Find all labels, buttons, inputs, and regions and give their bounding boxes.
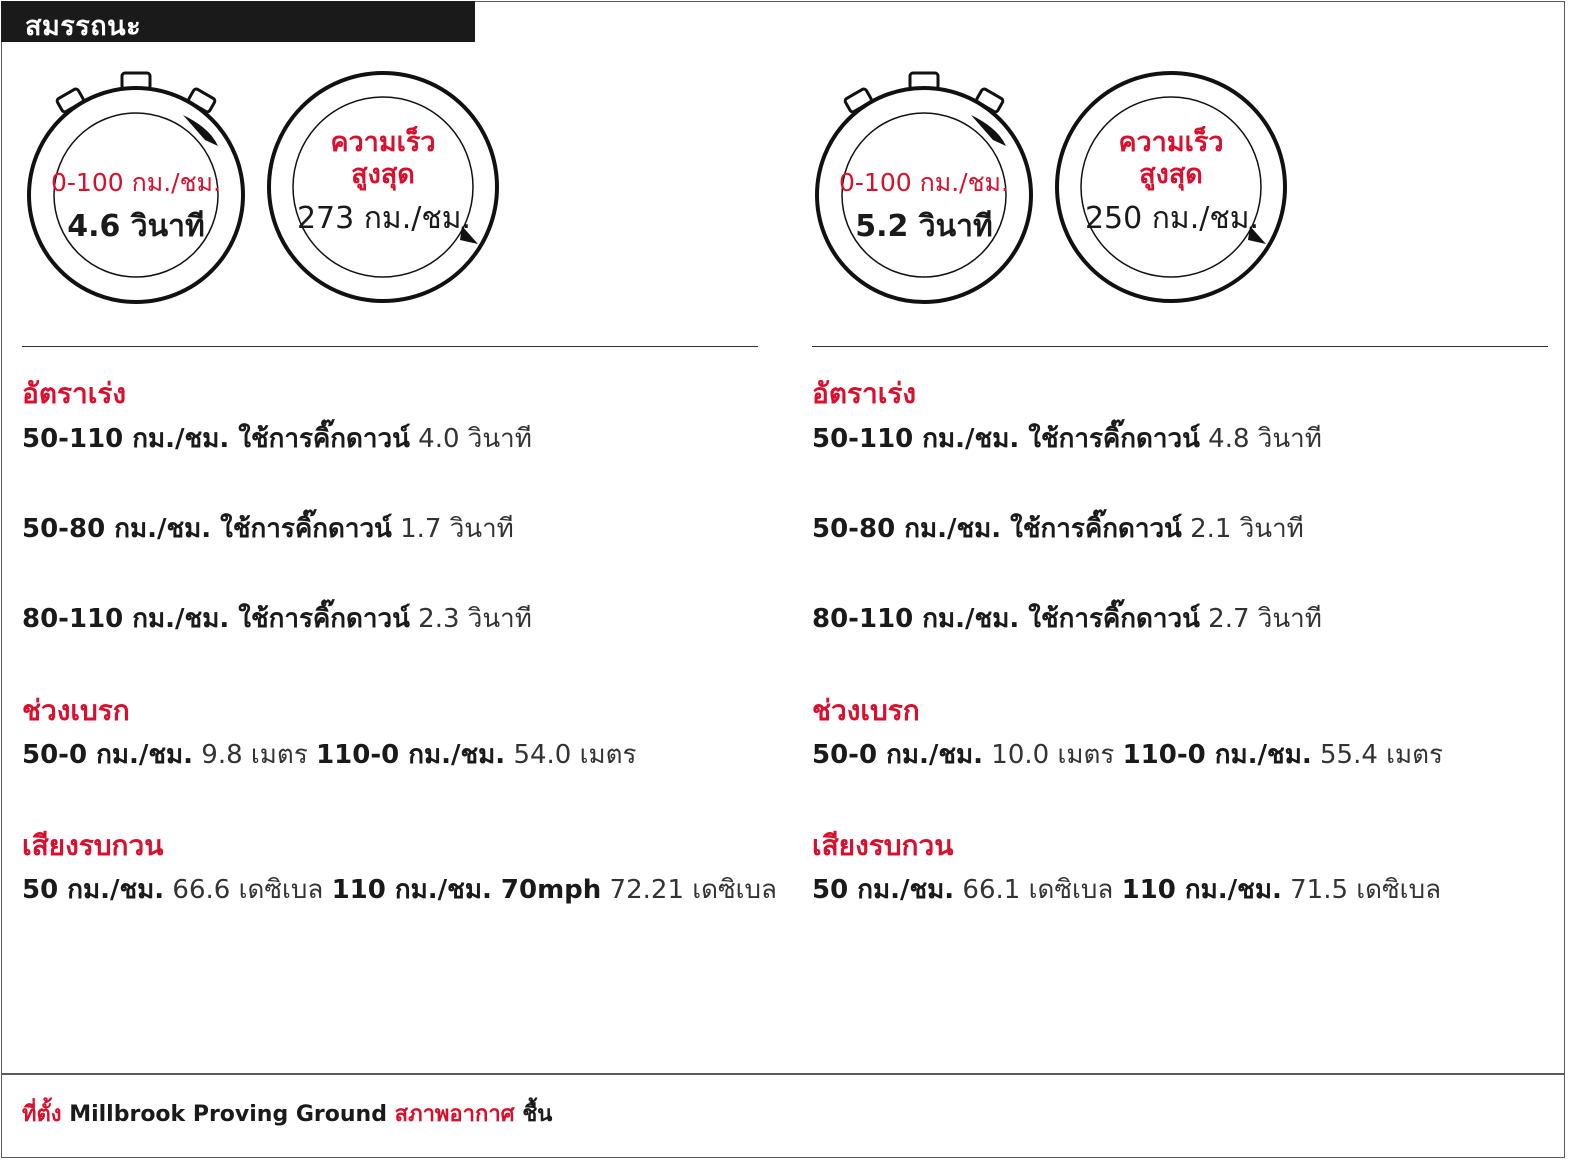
noise-b-value: 72.21 เดซิเบล bbox=[609, 875, 777, 905]
accel-row bbox=[22, 418, 532, 459]
column-right bbox=[790, 0, 1550, 1060]
accel-row bbox=[812, 508, 1304, 549]
braking-row bbox=[22, 734, 636, 775]
braking-a-value: 9.8 เมตร bbox=[201, 740, 308, 770]
location-label: ที่ตั้ง bbox=[22, 1102, 62, 1127]
noise-b-label: 110 กม./ชม. 70mph bbox=[331, 875, 602, 905]
top-speed-value: 250 กม./ชม. bbox=[1084, 201, 1260, 236]
braking-a-value: 10.0 เมตร bbox=[991, 740, 1115, 770]
accel-row-label: 50-80 กม./ชม. ใช้การคิ๊กดาวน์ bbox=[22, 514, 392, 544]
noise-b-label: 110 กม./ชม. bbox=[1121, 875, 1282, 905]
divider bbox=[812, 346, 1548, 347]
column-left bbox=[0, 0, 777, 1060]
braking-b-label: 110-0 กม./ชม. bbox=[316, 740, 506, 770]
top-speed-label-1: ความเร็ว bbox=[330, 127, 436, 158]
noise-a-value: 66.6 เดซิเบล bbox=[172, 875, 324, 905]
noise-row bbox=[22, 869, 777, 910]
top-speed-label-2: สูงสุด bbox=[351, 159, 415, 190]
noise-b-value: 71.5 เดซิเบล bbox=[1290, 875, 1442, 905]
weather-label: สภาพอากาศ bbox=[394, 1102, 515, 1127]
braking-b-label: 110-0 กม./ชม. bbox=[1122, 740, 1312, 770]
accel-row-label: 50-110 กม./ชม. ใช้การคิ๊กดาวน์ bbox=[22, 424, 410, 454]
section-title: สมรรถนะ bbox=[25, 11, 142, 42]
top-speed-value: 273 กม./ชม. bbox=[296, 201, 472, 236]
accel-row bbox=[22, 508, 514, 549]
top-speed-label-2: สูงสุด bbox=[1139, 159, 1203, 190]
noise-heading: เสียงรบกวน bbox=[22, 829, 164, 862]
braking-a-label: 50-0 กม./ชม. bbox=[22, 740, 194, 770]
accel-0-100-value: 4.6 วินาที bbox=[67, 209, 205, 244]
acceleration-heading: อัตราเร่ง bbox=[22, 377, 127, 410]
accel-row-value: 4.0 วินาที bbox=[418, 424, 532, 454]
accel-row bbox=[812, 418, 1322, 459]
braking-b-value: 55.4 เมตร bbox=[1319, 740, 1444, 770]
noise-a-label: 50 กม./ชม. bbox=[22, 875, 165, 905]
accel-row-value: 2.1 วินาที bbox=[1190, 514, 1304, 544]
accel-0-100-label: 0-100 กม./ชม. bbox=[51, 168, 221, 197]
acceleration-heading: อัตราเร่ง bbox=[812, 377, 917, 410]
accel-row-value: 2.3 วินาที bbox=[418, 604, 532, 634]
footer-note bbox=[22, 1096, 552, 1131]
braking-b-value: 54.0 เมตร bbox=[513, 740, 637, 770]
noise-a-value: 66.1 เดซิเบล bbox=[962, 875, 1114, 905]
braking-heading: ช่วงเบรก bbox=[22, 694, 130, 727]
noise-a-label: 50 กม./ชม. bbox=[812, 875, 955, 905]
accel-row-label: 50-80 กม./ชม. ใช้การคิ๊กดาวน์ bbox=[812, 514, 1182, 544]
accel-row-label: 50-110 กม./ชม. ใช้การคิ๊กดาวน์ bbox=[812, 424, 1200, 454]
top-speed-label-1: ความเร็ว bbox=[1118, 127, 1224, 158]
noise-row bbox=[812, 869, 1441, 910]
accel-row-value: 4.8 วินาที bbox=[1208, 424, 1322, 454]
braking-row bbox=[812, 734, 1443, 775]
noise-heading: เสียงรบกวน bbox=[812, 829, 954, 862]
accel-row-value: 1.7 วินาที bbox=[400, 514, 514, 544]
accel-row-label: 80-110 กม./ชม. ใช้การคิ๊กดาวน์ bbox=[22, 604, 410, 634]
accel-0-100-label: 0-100 กม./ชม. bbox=[839, 168, 1009, 197]
accel-0-100-value: 5.2 วินาที bbox=[855, 209, 993, 244]
divider bbox=[22, 346, 758, 347]
accel-row-value: 2.7 วินาที bbox=[1208, 604, 1322, 634]
accel-row bbox=[22, 598, 532, 639]
location-value: Millbrook Proving Ground bbox=[69, 1102, 387, 1127]
weather-value: ชื้น bbox=[522, 1102, 553, 1127]
braking-a-label: 50-0 กม./ชม. bbox=[812, 740, 984, 770]
accel-row-label: 80-110 กม./ชม. ใช้การคิ๊กดาวน์ bbox=[812, 604, 1200, 634]
footer-divider bbox=[1, 1073, 1565, 1075]
accel-row bbox=[812, 598, 1322, 639]
braking-heading: ช่วงเบรก bbox=[812, 694, 920, 727]
